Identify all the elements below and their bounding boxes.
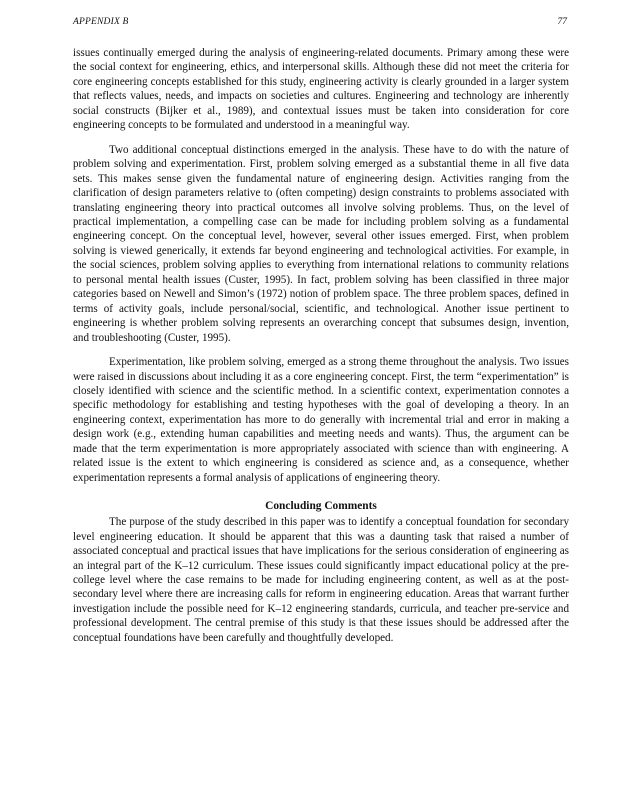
body-text [73,46,569,655]
paragraph-experimentation: Experimentation, like problem solving, emerged as a strong theme throughout the analysis. Two issues were raised in discussions about including it as a core engineering concept. First, the term “experimentation” is closely identified with science and the scientific method. In a scientific context, experimentation connotes a specific methodology for establishing and testing hypotheses with the goal of developing a theory. In an engineering context, experimentation has more to do generally with incremental trial and error in making a design work (e.g., extending human capabilities and meeting needs and wants). Thus, the argument can be made that the term experimentation is more appropriately associated with science than with engineering. A related issue is the extent to which engineering is considered as science and, as a consequence, whether experimentation represents a formal analysis of applications of engineering theory. [73,356,569,484]
header-appendix-label: APPENDIX B [73,17,129,27]
page-number: 77 [557,17,567,27]
paragraph-problem-solving: Two additional conceptual distinctions emerged in the analysis. These have to do with the nature of problem solving and experimentation. First, problem solving emerged as a substantial theme in all five data sets. This makes sense given the fundamental nature of engineering design. Activities ranging from the clarification of design parameters relative to (often competing) design constraints to problems associated with translating engineering theory into practical outcomes all involve solving problems. Thus, on the level of practical implementation, a compelling case can be made for including problem solving as a fundamental engineering concept. On the conceptual level, however, several other issues emerged. First, when problem solving is viewed generically, it extends far beyond engineering and technological activities. For example, in the social sciences, problem solving applies to everything from international relations to community relations to personal mental health issues (Custer, 1995). In fact, problem solving has been classified in three major categories based on Newell and Simon’s (1972) notion of problem space. The three problem spaces, defined in terms of activity goals, include personal/social, scientific, and technological. Another issue pertinent to engineering is whether problem solving represents an overarching concept that subsumes design, invention, and troubleshooting (Custer, 1995). [73,143,569,344]
running-header [73,15,567,29]
section-heading: Concluding Comments [265,500,377,513]
paragraph-continued: issues continually emerged during the analysis of engineering-related documents. Primary among these were the social context for engineering, ethics, and interpersonal skills. Although these did not meet the criteria for core engineering concepts established for this study, engineering activity is clearly grounded in a larger system that reflects values, needs, and impacts on societies and cultures. Engineering and technology are inherently social constructs (Bijker et al., 1989), and contextual issues must be taken into consideration for core engineering concepts to be formulated and understood in a meaningful way. [73,47,569,132]
paragraph-concluding: The purpose of the study described in this paper was to identify a conceptual foundation for secondary level engineering education. It should be apparent that this was a daunting task that raised a number of associated conceptual and practical issues that have implications for the serious consideration of engineering as an integral part of the K–12 curriculum. These issues could significantly impact educational policy at the pre-college level where the case remains to be made for including engineering content, as well as at the post-secondary level where there are increasing calls for reform in engineering education. Areas that warrant further investigation include the possible need for K–12 engineering standards, curricula, and teacher pre-service and professional development. The central premise of this study is that these issues should be addressed after the conceptual foundations have been carefully and thoughtfully developed. [73,516,569,644]
